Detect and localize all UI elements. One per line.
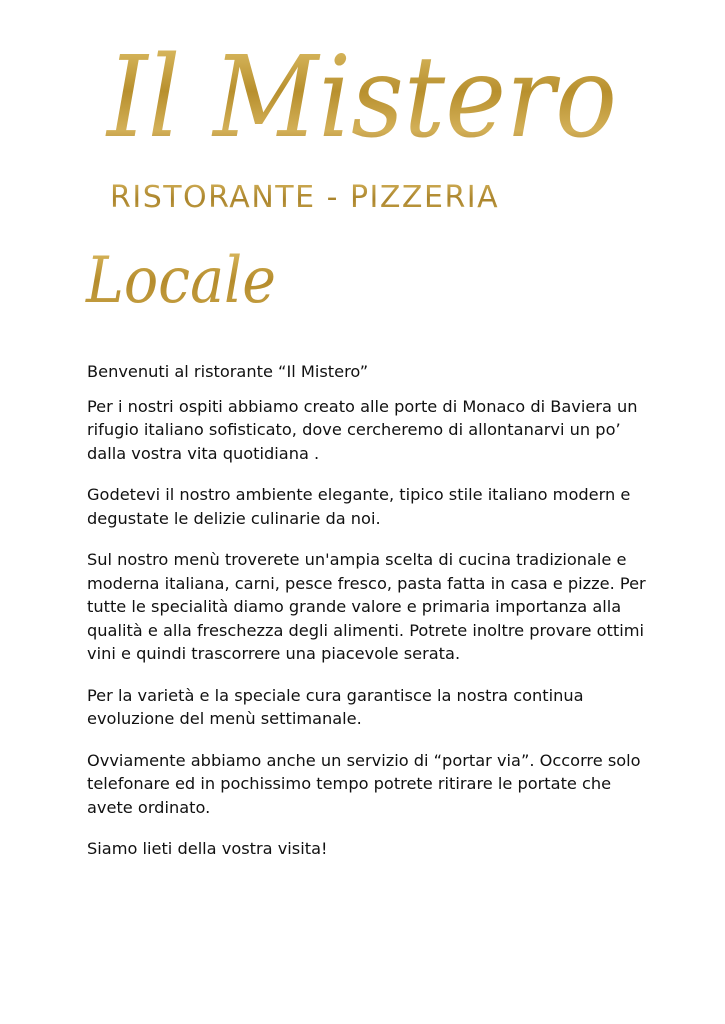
- svg-text:Locale: Locale: [85, 244, 276, 318]
- paragraph-variety: Per la varietà e la speciale cura garantisce la nostra continua evoluzione del menù settimanale.: [87, 685, 584, 728]
- paragraph-closing: Siamo lieti della vostra visita!: [87, 839, 328, 858]
- paragraph-intro: Per i nostri ospiti abbiamo creato alle porte di Monaco di Baviera un rifugio italiano sofisticato, dove cercheremo di allontanarvi un po’ dalla vostra vita quotidiana .: [87, 396, 638, 463]
- logo-script-title: [100, 24, 625, 174]
- paragraph-takeaway: Ovviamente abbiamo anche un servizio di “portar via”. Occorre solo telefonare ed in pochissimo tempo potrete ritirare le portate che avete ordinato.: [87, 750, 641, 817]
- paragraph-ambience: Godetevi il nostro ambiente elegante, tipico stile italiano modern e degustate le delizie culinarie da noi.: [87, 485, 631, 528]
- paragraph-welcome: Benvenuti al ristorante “Il Mistero”: [87, 362, 369, 381]
- restaurant-logo: [0, 0, 725, 240]
- svg-text:Il Mistero: Il Mistero: [105, 33, 617, 163]
- paragraph-menu: Sul nostro menù troverete un'ampia scelta di cucina tradizionale e moderna italiana, carni, pesce fresco, pasta fatta in casa e pizze. Per tutte le specialità diamo grande valore e primaria importanza alla qualità e alla freschezza degli alimenti. Potrete inoltre provare ottimi vini e quindi trascorrere una piacevole serata.: [87, 550, 646, 663]
- body-text: [87, 360, 657, 872]
- logo-subtitle: RISTORANTE - PIZZERIA: [110, 180, 620, 215]
- section-heading: [82, 236, 302, 322]
